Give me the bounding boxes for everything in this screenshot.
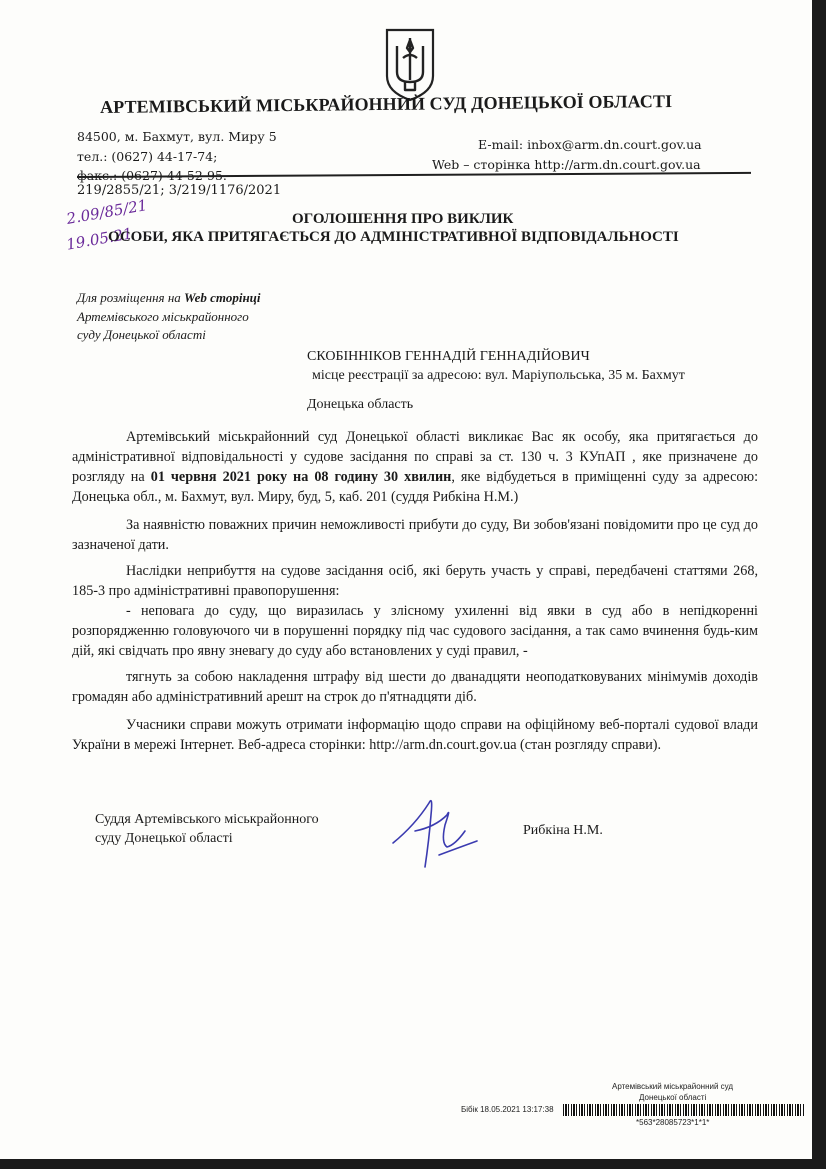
handwritten-signature	[385, 785, 485, 875]
paragraph-penalty: тягнуть за собою накладення штрафу від шести до дванадцяти неоподатковуваних мінімумів доходів громадян або адміністративний арешт на строк до п'ятнадцяти діб.	[72, 669, 758, 705]
announcement-title-1: ОГОЛОШЕННЯ ПРО ВИКЛИК	[292, 211, 514, 227]
person-name: СКОБІННІКОВ ГЕННАДІЙ ГЕННАДІЙОВИЧ	[307, 349, 590, 364]
placement-line-2: Артемівського міськрайонного	[77, 309, 249, 324]
scan-edge-right	[812, 0, 826, 1169]
judge-title-2: суду Донецької області	[95, 831, 233, 846]
footer-org-1: Артемівський міськрайонний суд	[612, 1082, 734, 1091]
case-number: 219/2855/21; 3/219/1176/2021	[77, 183, 282, 198]
footer-org-2: Донецької області	[639, 1093, 707, 1102]
coat-of-arms-icon	[383, 28, 437, 102]
footer-stamp: Бібік 18.05.2021 13:17:38	[461, 1105, 554, 1114]
barcode-text: *563*28085723*1*1*	[636, 1118, 710, 1127]
paragraph-contempt: - неповага до суду, що виразилась у злісному ухиленні від явки в суд або в непідкоренні розпорядженню головуючого чи в порушенні порядку під час судового засідання, а так само вчинення будь-ким дій, які свідчать про явну зневагу до суду або встановлених у суді правил, -	[72, 603, 758, 659]
court-web: Web – сторінка http://arm.dn.court.gov.ua	[432, 157, 701, 172]
placement-line-3: суду Донецької області	[77, 327, 206, 342]
paragraph-info: Учасники справи можуть отримати інформацію щодо справи на офіційному веб-порталі судової влади України в мережі Інтернет. Веб-адреса сторінки: http://arm.dn.court.gov.ua (стан розгляду справи).	[72, 717, 758, 753]
placement-line-1: Для розміщення на Web сторінці	[77, 290, 261, 305]
announcement-title-2: ОСОБИ, ЯКА ПРИТЯГАЄТЬСЯ ДО АДМІНІСТРАТИВНОЇ ВІДПОВІДАЛЬНОСТІ	[108, 229, 679, 245]
scan-edge-bottom	[0, 1159, 826, 1169]
registration-region: Донецька область	[307, 397, 414, 412]
court-title: АРТЕМІВСЬКИЙ МІСЬКРАЙОННИЙ СУД ДОНЕЦЬКОЇ ОБЛАСТІ	[100, 91, 673, 117]
paragraph-summons: Артемівський міськрайонний суд Донецької області викликає Вас як особу, яка притягається до адміністративної відповідальності у судове засідання по справі за ст. 130 ч. 3 КУпАП , яке призначене до розгляду на 01 червня 2021 року на 08 годину 30 хвилин, яке відбудеться в приміщенні суду за адресою: Донецька обл., м. Бахмут, вул. Миру, буд, 5, каб. 201 (суддя Рибкіна Н.М.)	[72, 429, 759, 505]
judge-title-1: Суддя Артемівського міськрайонного	[95, 812, 319, 827]
registration-address: місце реєстрації за адресою: вул. Маріупольська, 35 м. Бахмут	[312, 368, 685, 383]
handwritten-date-2: 19.05.21	[64, 224, 134, 254]
barcode	[563, 1104, 805, 1116]
paragraph-notify: За наявністю поважних причин неможливості прибути до суду, Ви зобов'язані повідомити про це суд до зазначеної дати.	[72, 517, 758, 553]
judge-name: Рибкіна Н.М.	[523, 823, 603, 838]
placement-web: Web	[184, 290, 207, 305]
paragraph-consequences: Наслідки неприбуття на судове засідання осіб, які беруть участь у справі, передбачені статтями 268, 185-3 про адміністративні правопорушення:	[72, 563, 758, 599]
handwritten-date-1: 2.09/85/21	[65, 196, 149, 228]
court-phone: тел.: (0627) 44-17-74;	[77, 149, 218, 164]
court-email: E-mail: inbox@arm.dn.court.gov.ua	[478, 137, 702, 152]
court-address: 84500, м. Бахмут, вул. Миру 5	[77, 129, 277, 144]
hearing-datetime: 01 червня 2021 року на 08 годину 30 хвилин	[150, 469, 452, 485]
summons-body	[72, 427, 758, 755]
